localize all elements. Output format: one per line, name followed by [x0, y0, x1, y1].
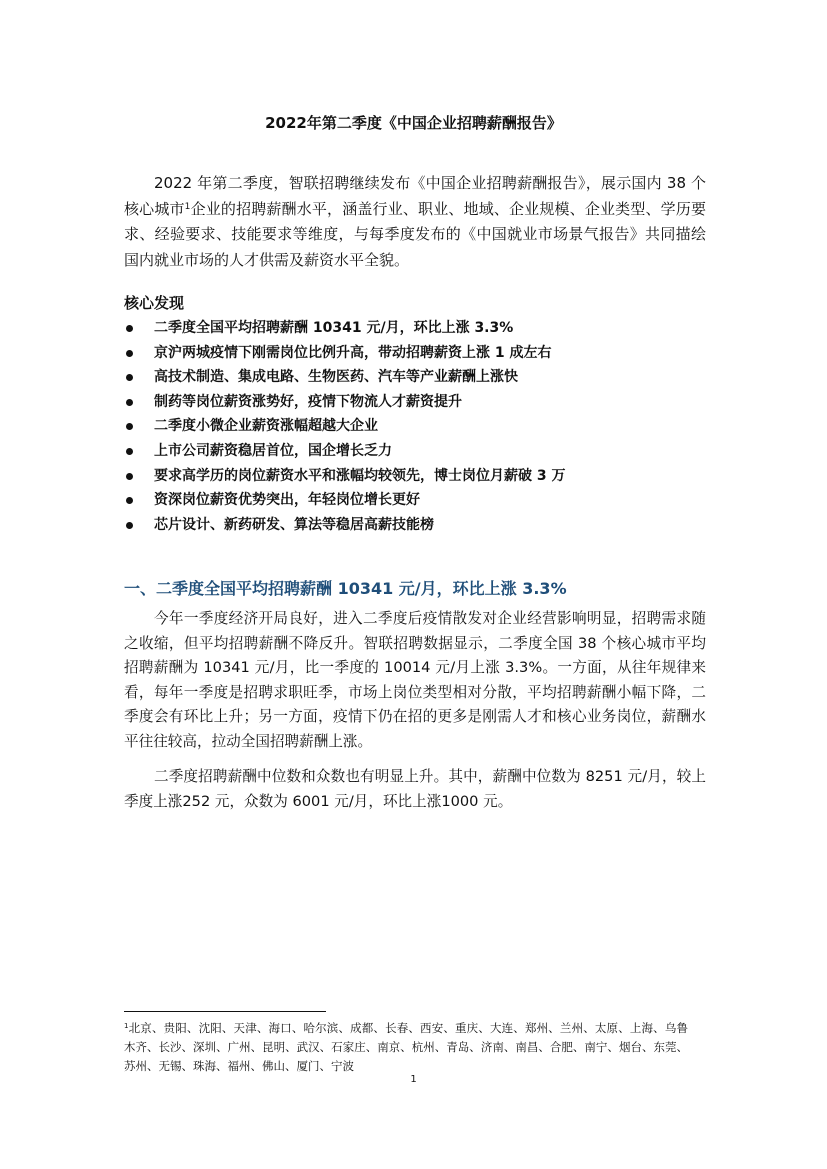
finding-item	[124, 341, 724, 366]
footnote	[124, 1019, 688, 1076]
bullet-icon	[126, 497, 133, 504]
bullet-icon	[126, 473, 133, 480]
bullet-icon	[126, 374, 133, 381]
finding-item	[124, 390, 724, 415]
finding-item	[124, 464, 724, 489]
finding-text: 京沪两城疫情下刚需岗位比例升高，带动招聘薪资上涨 1 成左右	[154, 344, 552, 361]
bullet-icon	[126, 522, 133, 529]
intro-text-end: 企业的招聘薪酬水平，涵盖行业、职业、地域、企业规模、企业类型、学历要求、经验要求、技能要求等维度，与每季度发布的《中国就业市场景气报告》共同描绘国内就业市场的人才供需及薪资水平全貌。	[124, 199, 706, 269]
finding-item	[124, 414, 724, 439]
section-heading: 一、二季度全国平均招聘薪酬 10341 元/月，环比上涨 3.3%	[124, 579, 567, 598]
bullet-icon	[126, 325, 133, 332]
footnote-text: 北京、贵阳、沈阳、天津、海口、哈尔滨、成都、长春、西安、重庆、大连、郑州、兰州、太原、上海、乌鲁木齐、长沙、深圳、广州、昆明、武汉、石家庄、南京、杭州、青岛、济南、南昌、合肥、南宁、烟台、东莞、苏州、无锡、珠海、福州、佛山、厦门、宁波	[124, 1021, 688, 1073]
intro-text-start: 2022 年第二季度，智联招聘继续发布《中国企业招聘薪酬报告》，展示国内 38 个核心城市	[124, 174, 706, 218]
bullet-icon	[126, 399, 133, 406]
bullet-icon	[126, 448, 133, 455]
intro-paragraph	[124, 171, 706, 273]
finding-text: 二季度小微企业薪资涨幅超越大企业	[154, 418, 378, 435]
finding-text: 二季度全国平均招聘薪酬 10341 元/月，环比上涨 3.3%	[154, 320, 514, 336]
finding-text: 制药等岗位薪资涨势好，疫情下物流人才薪资提升	[154, 393, 462, 410]
findings-heading: 核心发现	[124, 294, 185, 312]
document-title: 2022年第二季度《中国企业招聘薪酬报告》	[265, 114, 562, 132]
finding-text: 要求高学历的岗位薪资水平和涨幅均较领先，博士岗位月薪破 3 万	[154, 467, 566, 484]
finding-item	[124, 365, 724, 390]
finding-text: 上市公司薪资稳居首位，国企增长乏力	[154, 442, 392, 459]
findings-list	[124, 316, 724, 537]
finding-item	[124, 513, 724, 538]
footnote-reference[interactable]: 1	[184, 201, 191, 212]
finding-item	[124, 316, 724, 341]
body-paragraph: 今年一季度经济开局良好，进入二季度后疫情散发对企业经营影响明显，招聘需求随之收缩，但平均招聘薪酬不降反升。智联招聘数据显示，二季度全国 38 个核心城市平均招聘薪酬为 10341 元/月，比一季度的 10014 元/月上涨 3.3%。一方面，从往年规律来看，每年一季度是招聘求职旺季，市场上岗位类型相对分散，平均招聘薪酬小幅下降，二季度会有环比上升；另一方面，疫情下仍在招的更多是刚需人才和核心业务岗位，薪酬水平往往较高，拉动全国招聘薪酬上涨。	[124, 610, 706, 750]
footnote-mark: 1	[124, 1022, 129, 1030]
finding-text: 高技术制造、集成电路、生物医药、汽车等产业薪酬上涨快	[154, 369, 518, 386]
bullet-icon	[126, 423, 133, 430]
finding-item	[124, 439, 724, 464]
finding-text: 芯片设计、新药研发、算法等稳居高薪技能榜	[154, 516, 434, 533]
body-paragraph: 二季度招聘薪酬中位数和众数也有明显上升。其中，薪酬中位数为 8251 元/月，较上季度上涨252 元，众数为 6001 元/月，环比上涨1000 元。	[124, 768, 706, 810]
finding-text: 资深岗位薪资优势突出，年轻岗位增长更好	[154, 492, 420, 509]
bullet-icon	[126, 350, 133, 357]
finding-item	[124, 488, 724, 513]
footnote-divider	[124, 1011, 326, 1012]
page-number: 1	[410, 1074, 417, 1085]
